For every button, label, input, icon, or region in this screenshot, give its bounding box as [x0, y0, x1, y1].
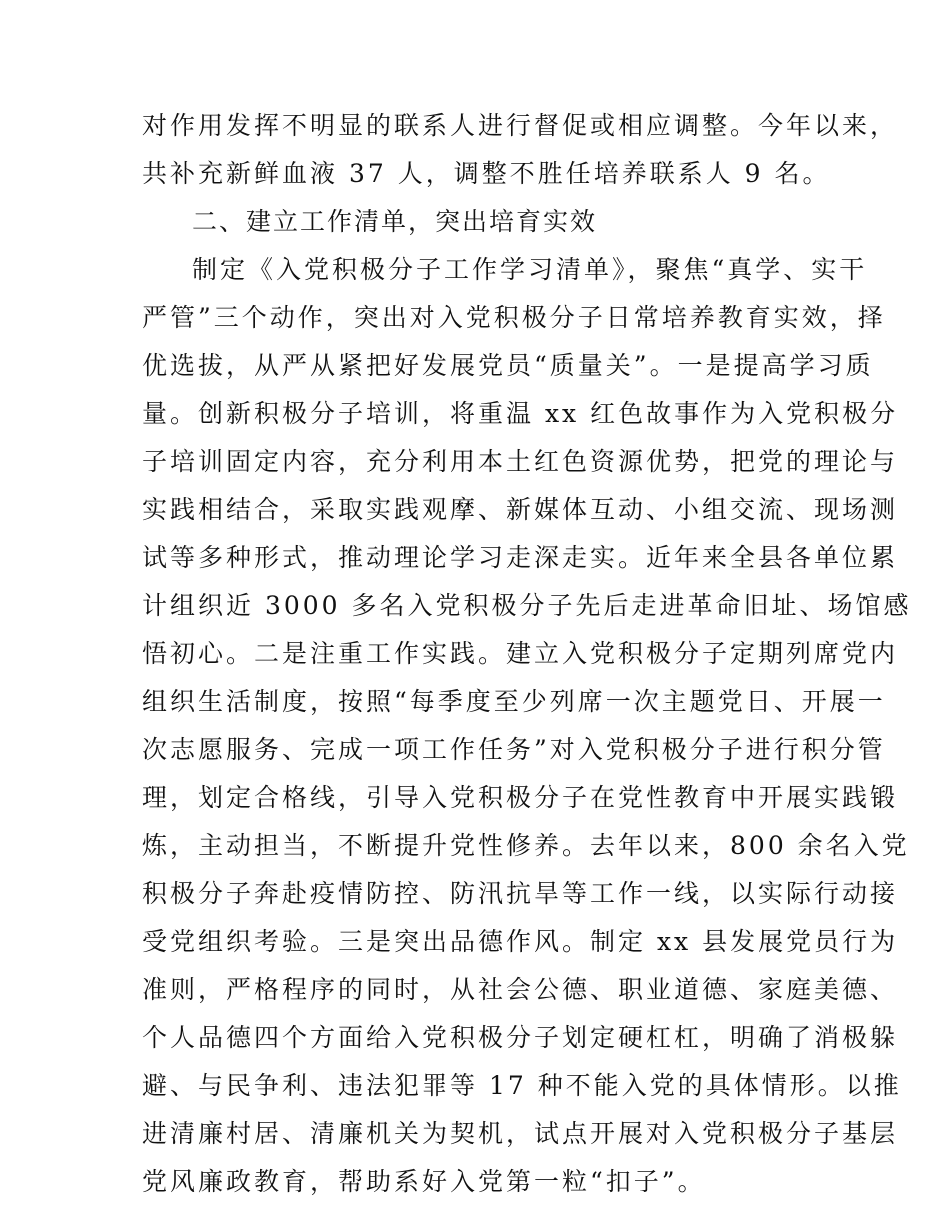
- text-line: 次志愿服务、完成一项工作任务”对入党积极分子进行积分管: [142, 735, 886, 764]
- text-line: 严管”三个动作，突出对入党积极分子日常培养教育实效，择: [142, 303, 886, 332]
- text-line: 悟初心。二是注重工作实践。建立入党积极分子定期列席党内: [142, 639, 899, 668]
- text-line: 积极分子奔赴疫情防控、防汛抗旱等工作一线，以实际行动接: [142, 879, 899, 908]
- paragraph-continuation: [142, 102, 899, 198]
- text-line: 共补充新鲜血液 37 人，调整不胜任培养联系人 9 名。: [142, 159, 831, 188]
- text-line: 实践相结合，采取实践观摩、新媒体互动、小组交流、现场测: [142, 495, 899, 524]
- text-line: 避、与民争利、违法犯罪等 17 种不能入党的具体情形。以推: [142, 1071, 902, 1100]
- text-line: 对作用发挥不明显的联系人进行督促或相应调整。今年以来，: [142, 111, 899, 140]
- section-heading-text: 二、建立工作清单，突出培育实效: [192, 207, 598, 236]
- text-line: 个人品德四个方面给入党积极分子划定硬杠杠，明确了消极躲: [142, 1023, 899, 1052]
- text-line: 子培训固定内容，充分利用本土红色资源优势，把党的理论与: [142, 447, 899, 476]
- text-line: 理，划定合格线，引导入党积极分子在党性教育中开展实践锻: [142, 783, 899, 812]
- text-line: 进清廉村居、清廉机关为契机，试点开展对入党积极分子基层: [142, 1119, 899, 1148]
- text-line: 炼，主动担当，不断提升党性修养。去年以来，800 余名入党: [142, 831, 910, 860]
- text-line: 计组织近 3000 多名入党积极分子先后走进革命旧址、场馆感: [142, 591, 912, 620]
- section-heading: [142, 198, 808, 246]
- text-line: 制定《入党积极分子工作学习清单》，聚焦“真学、实干: [192, 255, 868, 284]
- text-line: 量。创新积极分子培训，将重温 xx 红色故事作为入党积极分: [142, 399, 899, 428]
- text-line: 受党组织考验。三是突出品德作风。制定 xx 县发展党员行为: [142, 927, 899, 956]
- text-line: 组织生活制度，按照“每季度至少列席一次主题党日、开展一: [142, 687, 886, 716]
- text-line: 试等多种形式，推动理论学习走深走实。近年来全县各单位累: [142, 543, 899, 572]
- text-line: 准则，严格程序的同时，从社会公德、职业道德、家庭美德、: [142, 975, 899, 1004]
- paragraph-main: [142, 246, 912, 1206]
- text-line: 党风廉政教育，帮助系好入党第一粒“扣子”。: [142, 1167, 706, 1196]
- document-body: [142, 102, 912, 1206]
- text-line: 优选拔，从严从紧把好发展党员“质量关”。一是提高学习质: [142, 351, 874, 380]
